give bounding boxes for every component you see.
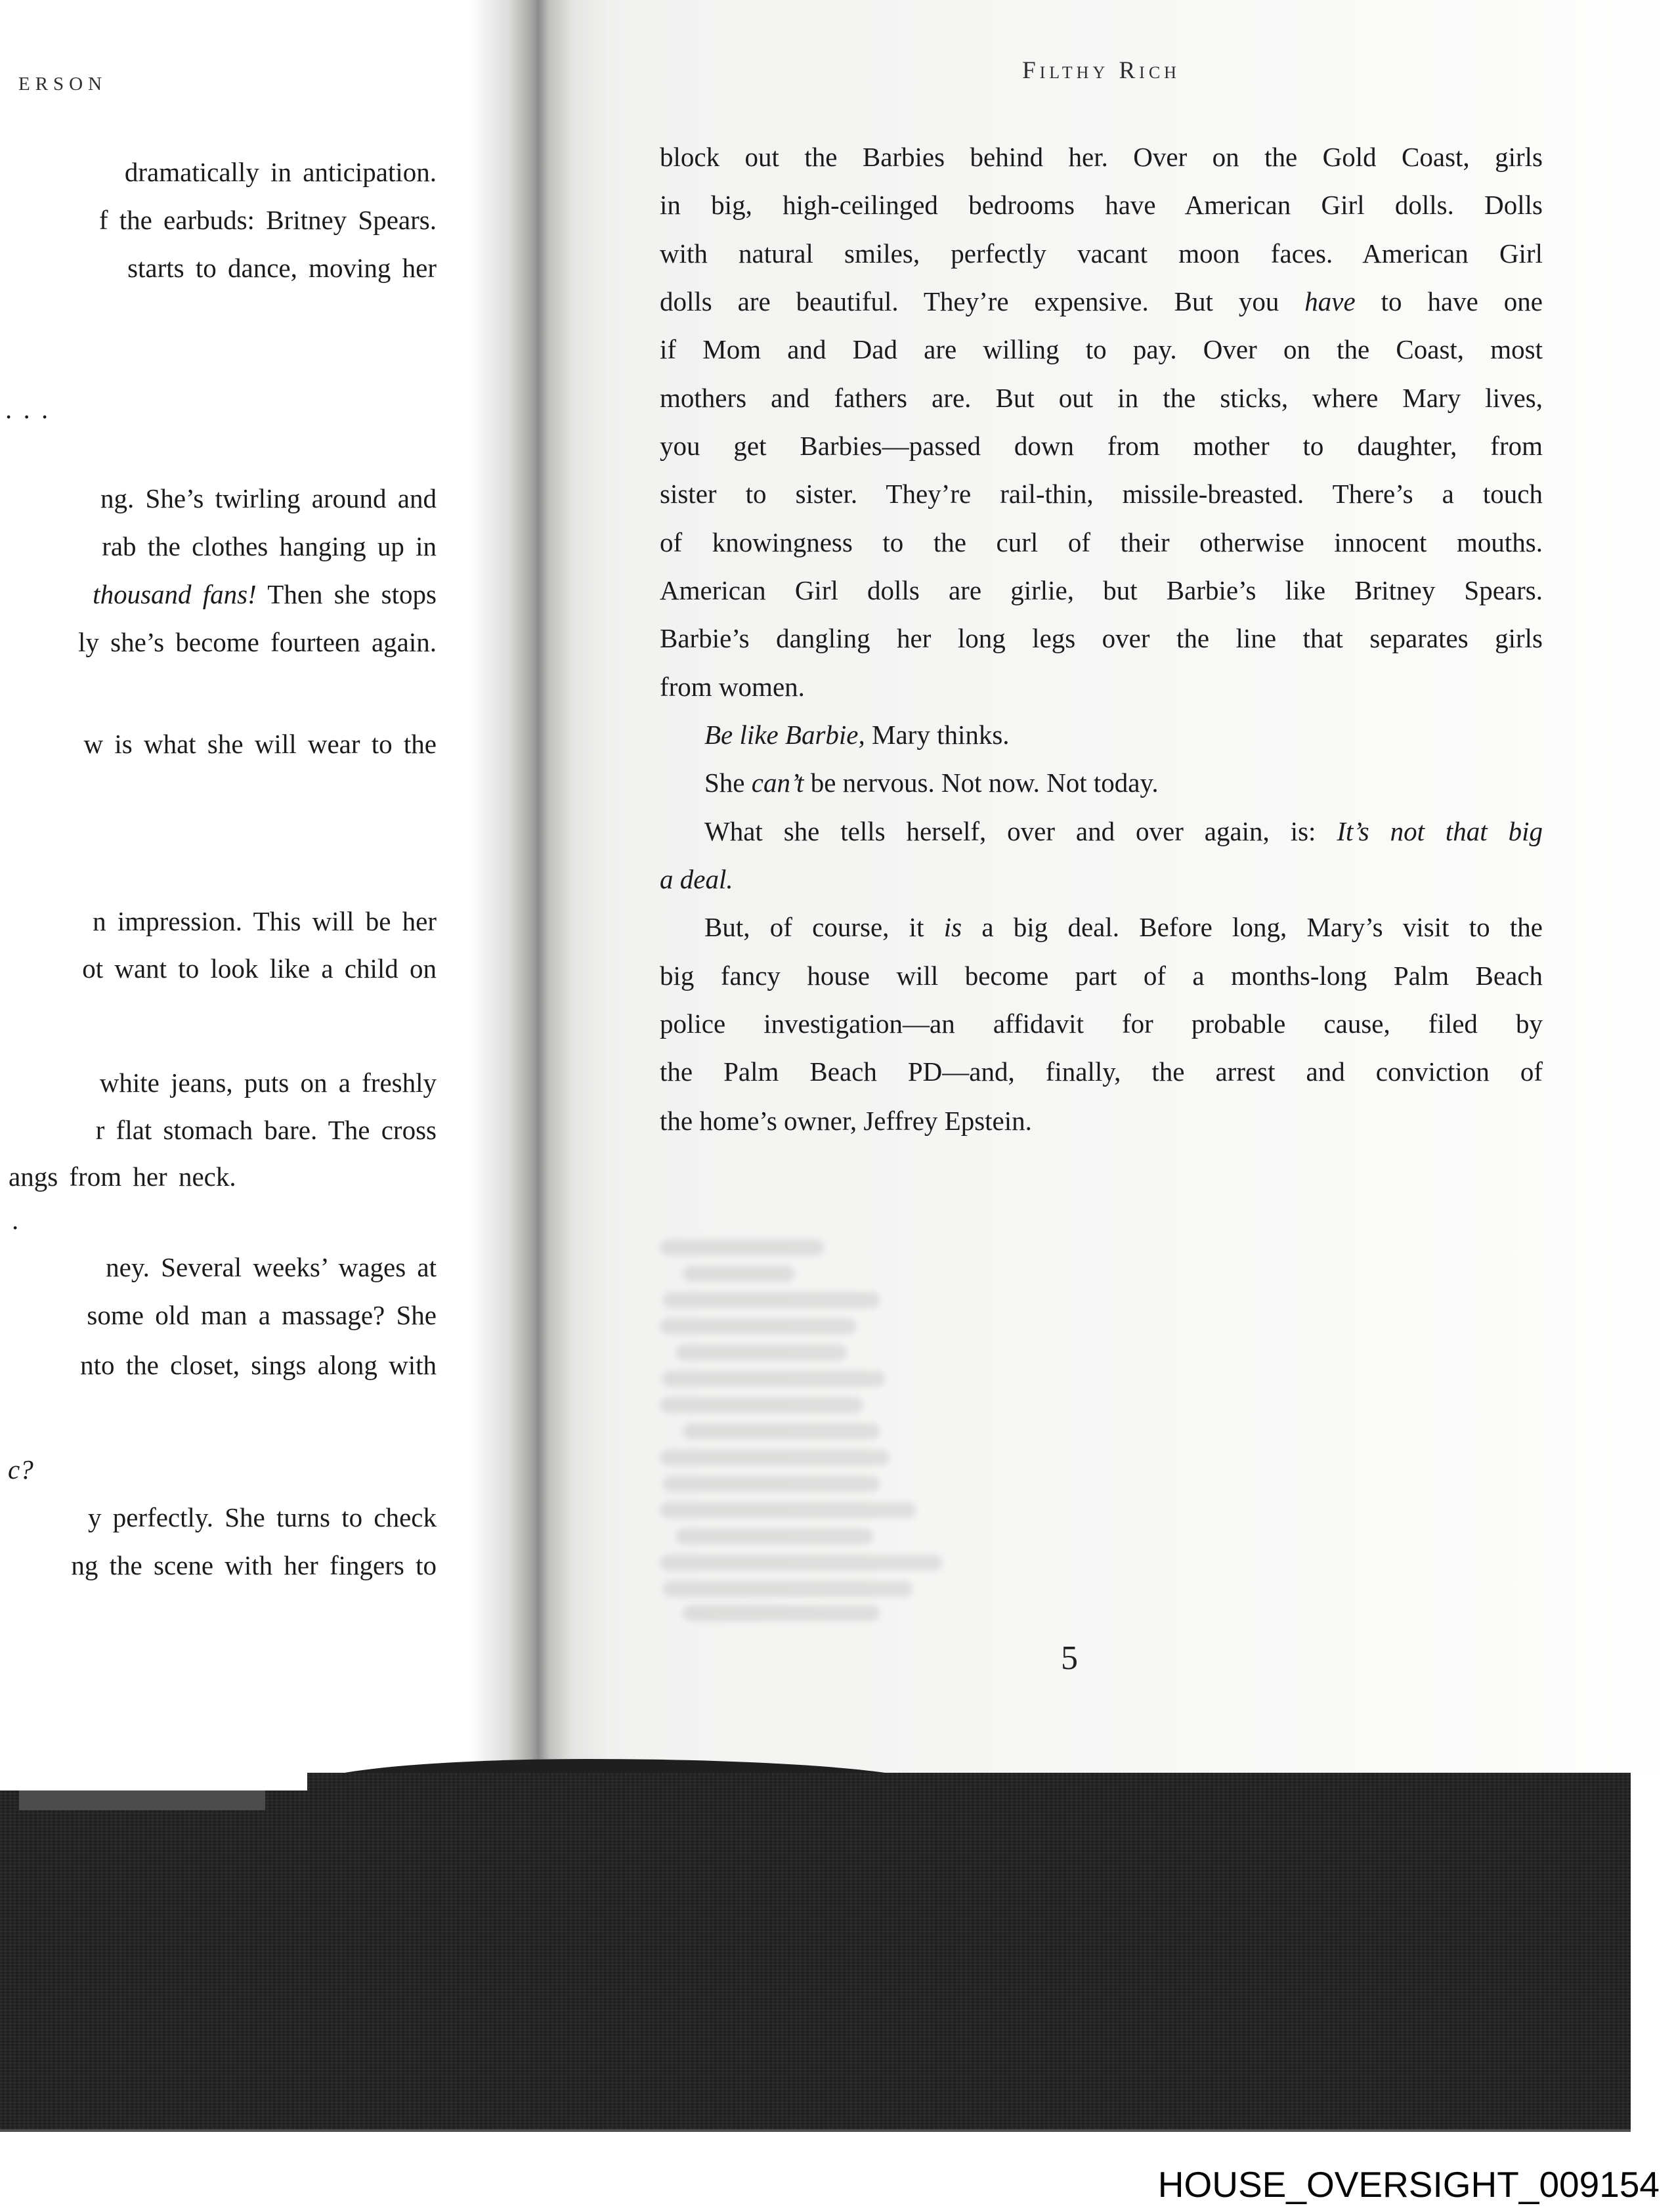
text-line: ng. She’s twirling around and <box>100 483 437 513</box>
ghost-text-line <box>683 1266 794 1282</box>
stray-period: . <box>12 1205 19 1235</box>
text-line: What she tells herself, over and over again, is: It’s not that big <box>704 816 1543 846</box>
text-line: c? <box>8 1454 33 1485</box>
text-line: police investigation—an affidavit for probable cause, filed by <box>660 1008 1543 1039</box>
text-line: Barbie’s dangling her long legs over the line that separates girls <box>660 623 1543 653</box>
text-line: ly she’s become fourteen again. <box>77 627 437 657</box>
ghost-text-line <box>663 1581 912 1597</box>
right-running-head: Filthy Rich <box>1022 57 1180 84</box>
text-line: in big, high-ceilinged bedrooms have American Girl dolls. Dolls <box>660 190 1543 220</box>
page-number: 5 <box>1061 1639 1078 1677</box>
text-line: angs from her neck. <box>9 1161 236 1192</box>
ghost-text-line <box>663 1476 880 1492</box>
text-line: sister to sister. They’re rail-thin, missile-breasted. There’s a touch <box>660 479 1543 509</box>
ghost-text-line <box>663 1292 880 1308</box>
text-line: rab the clothes hanging up in <box>102 531 437 561</box>
document-id-stamp: HOUSE_OVERSIGHT_009154 <box>1157 2164 1660 2205</box>
text-line: some old man a massage? She <box>87 1300 437 1330</box>
text-line: from women. <box>660 672 805 702</box>
text-line: n impression. This will be her <box>93 906 437 936</box>
text-line: block out the Barbies behind her. Over on the Gold Coast, girls <box>660 142 1543 172</box>
ghost-text-line <box>683 1605 880 1621</box>
text-line: the home’s owner, Jeffrey Epstein. <box>660 1106 1032 1136</box>
text-line: if Mom and Dad are willing to pay. Over on the Coast, most <box>660 334 1543 364</box>
ghost-text-line <box>660 1318 857 1334</box>
text-line: She can’t be nervous. Not now. Not today. <box>704 768 1159 798</box>
text-line: you get Barbies—passed down from mother to daughter, from <box>660 431 1543 461</box>
ghost-text-line <box>660 1450 890 1465</box>
text-line: mothers and fathers are. But out in the sticks, where Mary lives, <box>660 383 1543 413</box>
text-line: f the earbuds: Britney Spears. <box>98 205 437 235</box>
ghost-text-line <box>662 1371 885 1387</box>
text-line: with natural smiles, perfectly vacant moon faces. American Girl <box>660 238 1543 269</box>
redaction-bar <box>0 1773 1631 2132</box>
text-line: the Palm Beach PD—and, finally, the arrest and conviction of <box>660 1056 1543 1087</box>
book-spine-shadow <box>469 0 607 1769</box>
text-line: But, of course, it is a big deal. Before long, Mary’s visit to the <box>704 912 1543 942</box>
redaction-notch <box>0 1773 307 1790</box>
text-line: big fancy house will become part of a months-long Palm Beach <box>660 961 1543 991</box>
text-line: American Girl dolls are girlie, but Barbie’s like Britney Spears. <box>660 575 1543 605</box>
text-line: of knowingness to the curl of their otherwise innocent mouths. <box>660 527 1543 557</box>
ghost-text-line <box>676 1345 847 1360</box>
text-line: dolls are beautiful. They’re expensive. But you have to have one <box>660 286 1543 316</box>
ghost-text-line <box>676 1529 873 1544</box>
text-line: dramatically in anticipation. <box>124 157 437 187</box>
text-line: thousand fans! Then she stops <box>93 579 437 609</box>
text-line: w is what she will wear to the <box>83 729 437 759</box>
ghost-text-line <box>660 1397 863 1413</box>
text-line: starts to dance, moving her <box>127 253 437 283</box>
text-line: . . . <box>5 394 49 424</box>
ghost-text-line <box>660 1555 942 1571</box>
text-line: y perfectly. She turns to check <box>87 1502 437 1532</box>
ghost-text-line <box>683 1423 880 1439</box>
text-line: r flat stomach bare. The cross <box>95 1115 437 1145</box>
ghost-text-line <box>660 1502 916 1518</box>
text-line: white jeans, puts on a freshly <box>99 1068 437 1098</box>
text-line: a deal. <box>660 864 733 894</box>
text-line: ot want to look like a child on <box>82 953 437 984</box>
left-running-head: ERSON <box>18 74 108 95</box>
text-line: ney. Several weeks’ wages at <box>106 1252 437 1282</box>
redaction-gray-strip <box>19 1790 265 1810</box>
text-line: nto the closet, sings along with <box>80 1350 437 1380</box>
text-line: Be like Barbie, Mary thinks. <box>704 720 1010 750</box>
ghost-text-line <box>660 1240 824 1255</box>
text-line: ng the scene with her fingers to <box>71 1550 437 1580</box>
